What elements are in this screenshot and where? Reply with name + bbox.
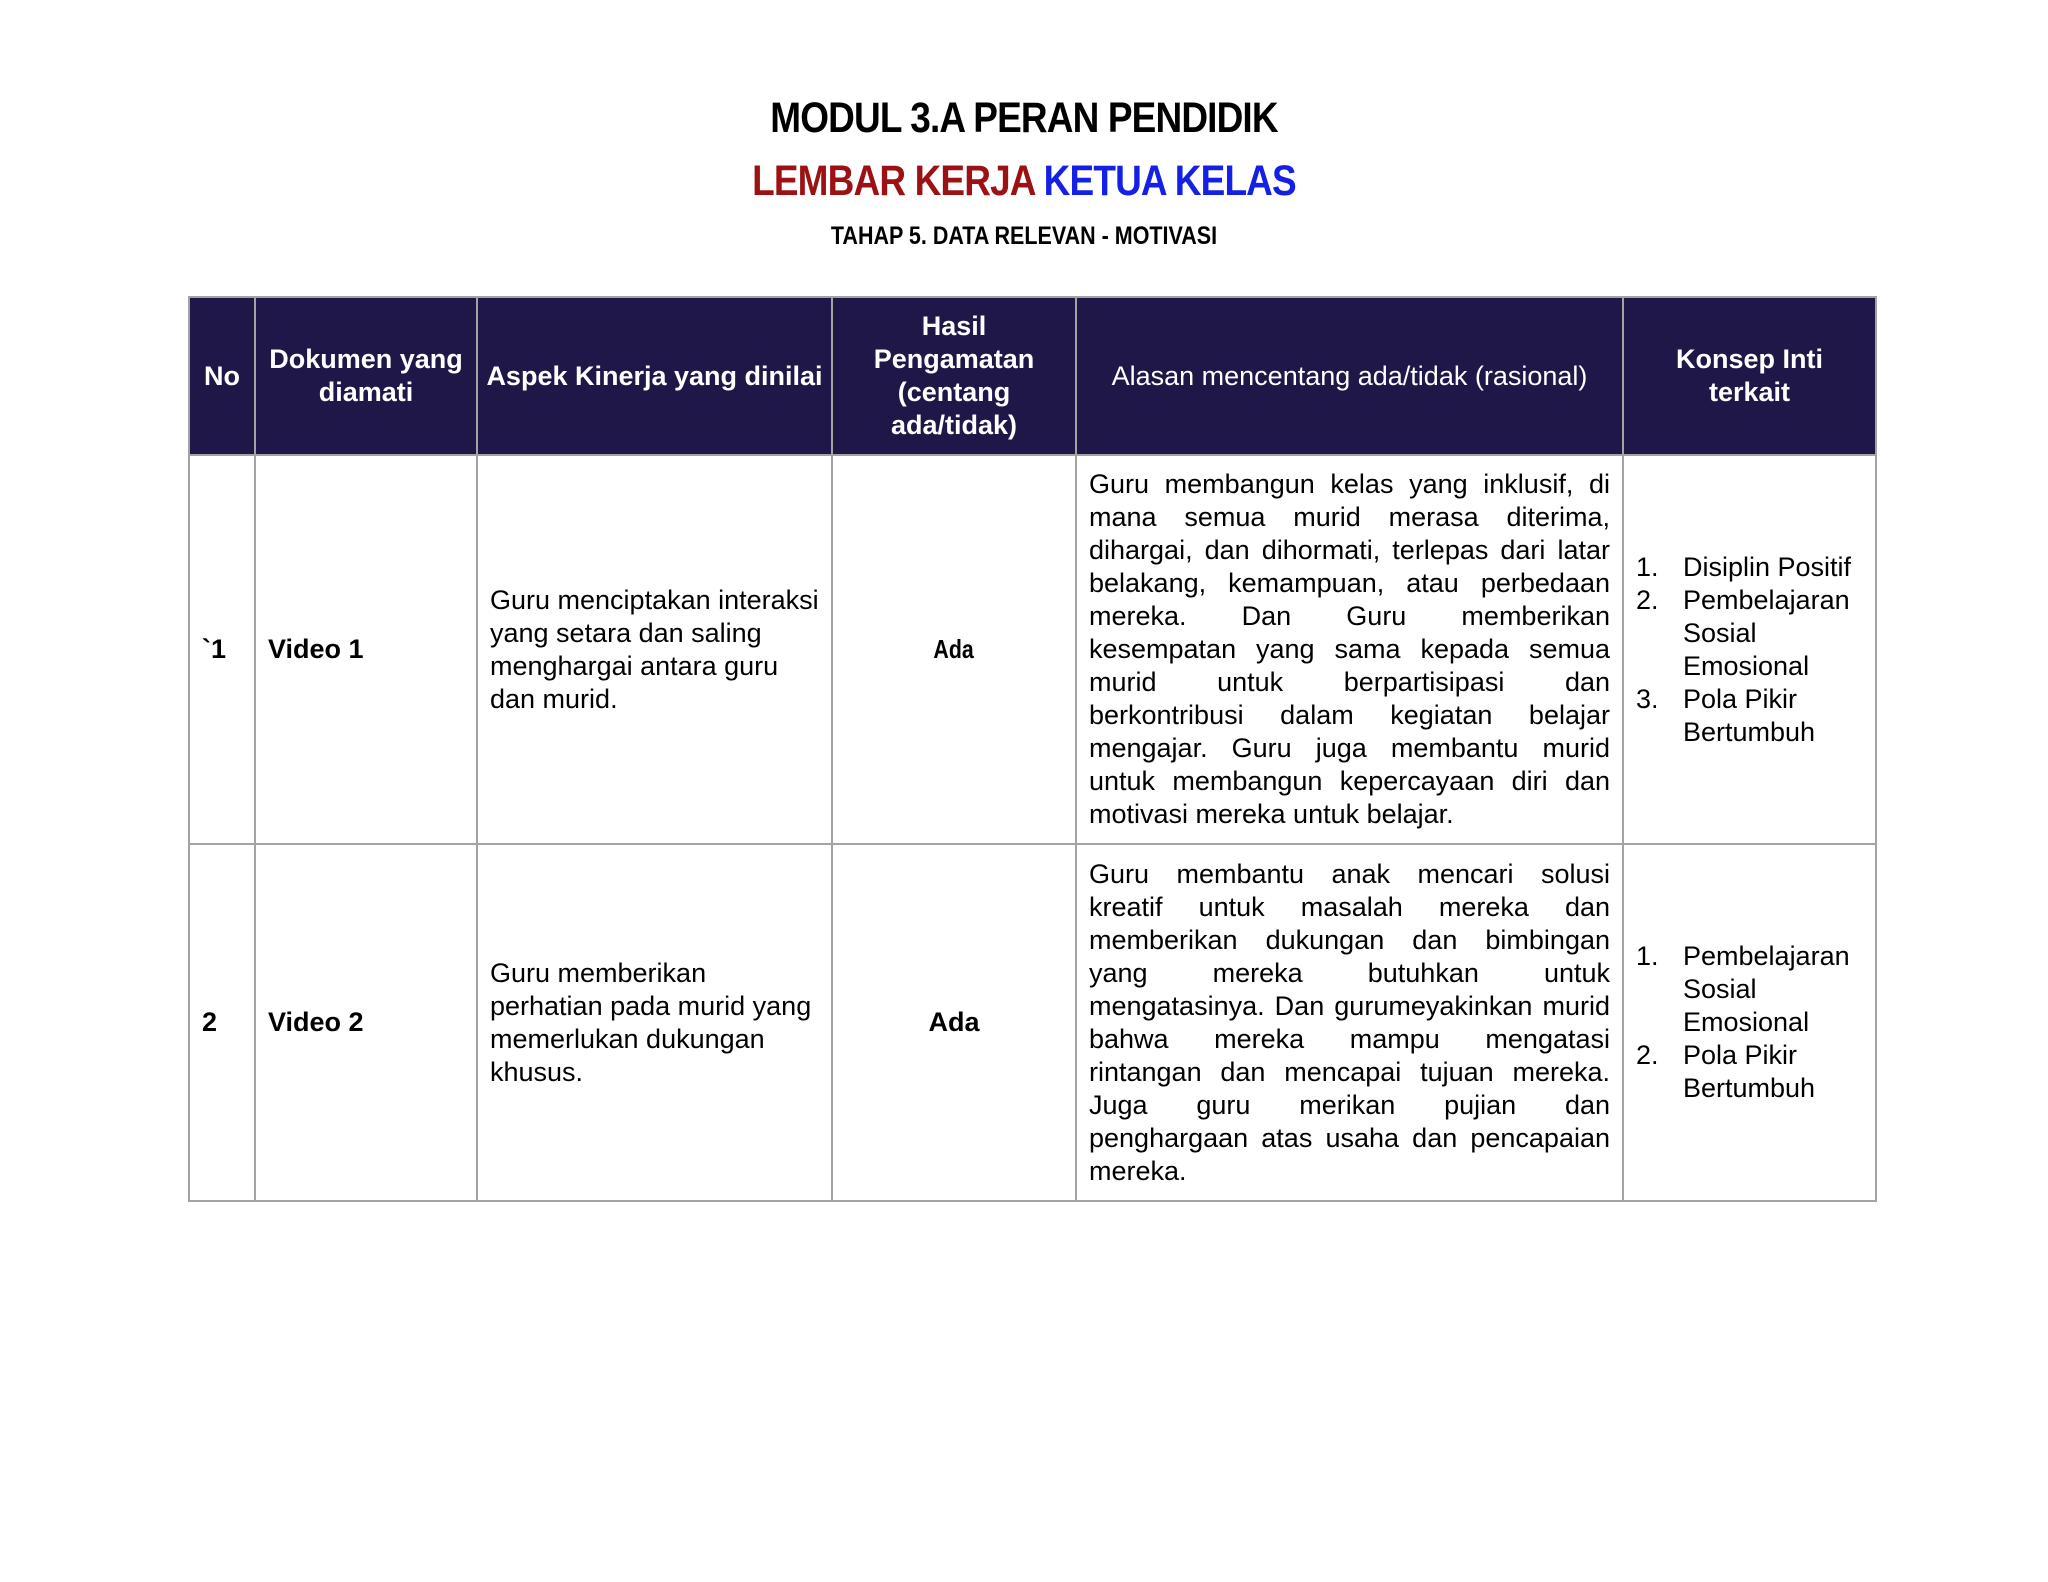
concept-number: 2. bbox=[1636, 584, 1659, 615]
concept-list bbox=[1636, 940, 1863, 1105]
concept-number: 1. bbox=[1636, 941, 1659, 971]
header-result: Hasil Pengamatan (centang ada/tidak) bbox=[832, 297, 1076, 455]
row-number: `1 bbox=[189, 455, 255, 844]
row-aspect: Guru menciptakan interaksi yang setara dan saling menghargai antara guru dan murid. bbox=[477, 455, 832, 844]
observation-table bbox=[188, 296, 1877, 1202]
concept-item bbox=[1636, 551, 1863, 584]
row-document: Video 2 bbox=[255, 844, 477, 1201]
concept-item bbox=[1636, 584, 1863, 683]
header-aspect: Aspek Kinerja yang dinilai bbox=[477, 297, 832, 455]
header-document: Dokumen yang diamati bbox=[255, 297, 477, 455]
row-result-text: Ada bbox=[933, 634, 975, 664]
row-concepts bbox=[1623, 844, 1876, 1201]
row-reason: Guru membantu anak mencari solusi kreatif untuk masalah mereka dan memberikan dukungan dan bimbingan yang mereka butuhkan untuk mengatasinya. Dan gurumeyakinkan murid bahwa mereka mampu mengatasi rintangan dan mencapai tujuan mereka. Juga guru merikan pujian dan penghargaan atas usaha dan pencapaian mereka. bbox=[1076, 844, 1623, 1201]
header-reason: Alasan mencentang ada/tidak (rasional) bbox=[1076, 297, 1623, 455]
concept-number: 1. bbox=[1636, 551, 1659, 582]
concept-text: Disiplin Positif bbox=[1683, 551, 1852, 582]
row-result bbox=[832, 455, 1076, 844]
header-no: No bbox=[189, 297, 255, 455]
concept-item bbox=[1636, 940, 1863, 1039]
concept-number: 2. bbox=[1636, 1040, 1659, 1070]
subtitle-part-2: KETUA KELAS bbox=[1043, 157, 1296, 205]
table-row bbox=[189, 455, 1876, 844]
concept-item bbox=[1636, 683, 1863, 749]
row-aspect: Guru memberikan perhatian pada murid yang memerlukan dukungan khusus. bbox=[477, 844, 832, 1201]
concept-text: Pembelajaran Sosial Emosional bbox=[1683, 941, 1850, 1037]
concept-text: Pembelajaran Sosial Emosional bbox=[1683, 584, 1850, 681]
row-document: Video 1 bbox=[255, 455, 477, 844]
row-reason: Guru membangun kelas yang inklusif, di mana semua murid merasa diterima, dihargai, dan dihormati, terlepas dari latar belakang, kemampuan, atau perbedaan mereka. Dan Guru memberikan kesempatan yang sama kepada semua murid untuk berpartisipasi dan berkontribusi dalam kegiatan belajar mengajar. Guru juga membantu murid untuk membangun kepercayaan diri dan motivasi mereka untuk belajar. bbox=[1076, 455, 1623, 844]
row-number: 2 bbox=[189, 844, 255, 1201]
row-result: Ada bbox=[832, 844, 1076, 1201]
concept-number: 3. bbox=[1636, 683, 1659, 714]
concept-item bbox=[1636, 1039, 1863, 1105]
concept-list bbox=[1636, 551, 1863, 749]
table-header-row bbox=[189, 297, 1876, 455]
concept-text: Pola Pikir Bertumbuh bbox=[1683, 683, 1816, 747]
table-row bbox=[189, 844, 1876, 1201]
subtitle-part-1: LEMBAR KERJA bbox=[752, 157, 1035, 205]
concept-text: Pola Pikir Bertumbuh bbox=[1683, 1040, 1816, 1103]
stage-heading: TAHAP 5. DATA RELEVAN - MOTIVASI bbox=[830, 222, 1218, 250]
row-concepts bbox=[1623, 455, 1876, 844]
page-title: MODUL 3.A PERAN PENDIDIK bbox=[770, 94, 1278, 142]
header-concept: Konsep Inti terkait bbox=[1623, 297, 1876, 455]
worksheet-subtitle bbox=[143, 157, 1904, 206]
